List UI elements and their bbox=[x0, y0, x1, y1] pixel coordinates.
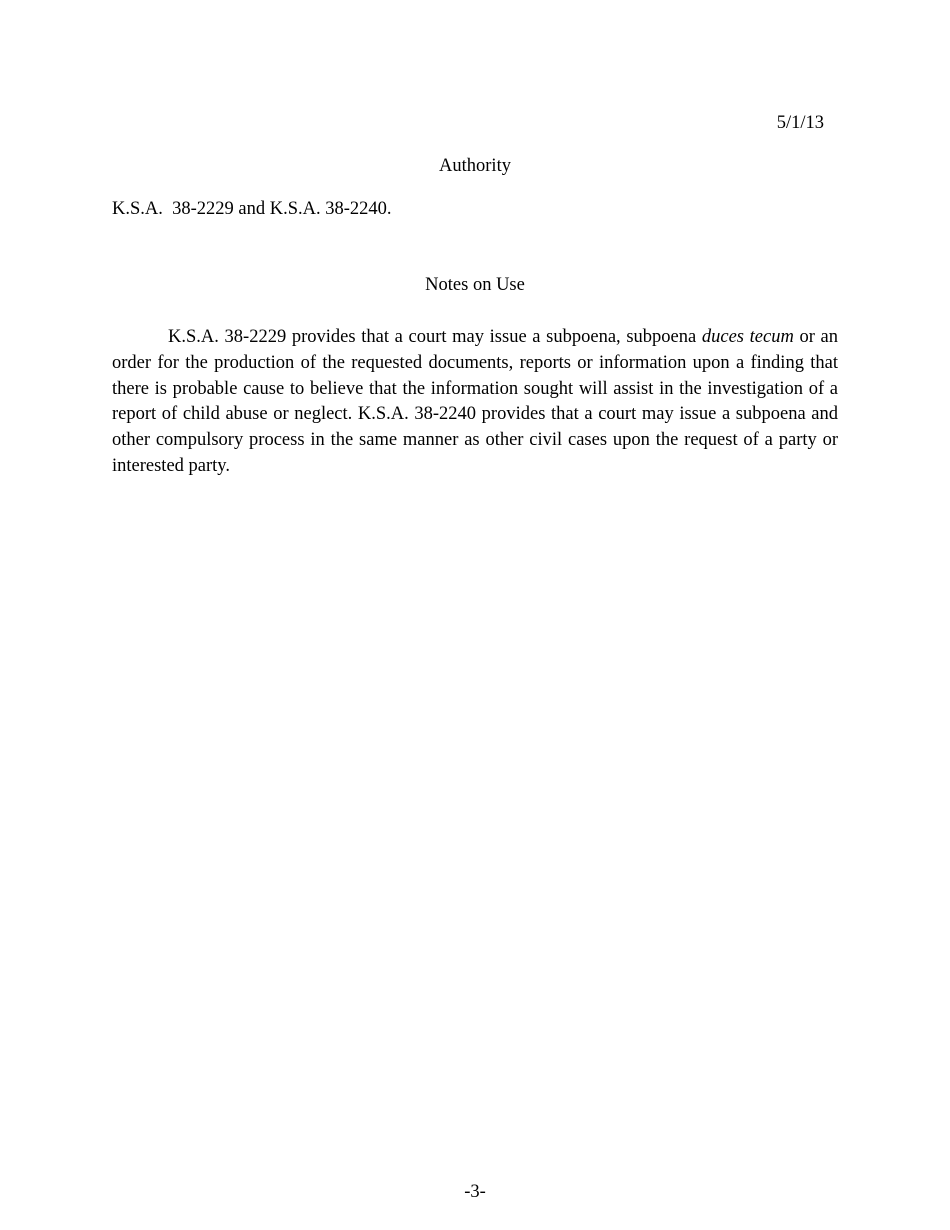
notes-on-use-heading: Notes on Use bbox=[425, 275, 525, 295]
authority-heading: Authority bbox=[439, 156, 511, 176]
authority-citation: K.S.A. 38-2229 and K.S.A. 38-2240. bbox=[112, 199, 392, 219]
page-number: -3- bbox=[464, 1182, 486, 1202]
notes-text-italic: duces tecum bbox=[701, 327, 794, 347]
notes-on-use-paragraph bbox=[112, 325, 838, 480]
revision-date: 5/1/13 bbox=[776, 113, 824, 133]
notes-text-part-1: K.S.A. 38-2229 provides that a court may issue a subpoena, subpoena bbox=[168, 327, 702, 347]
notes-text-part-2: or an order for the production of the requested documents, reports or information upon a finding that there is probable cause to believe that the information sought will assist in the investigation of a report of child abuse or neglect. K.S.A. 38-2240 provides that a court may issue a subpoena and other compulsory process in the same manner as other civil cases upon the request of a party or interested party. bbox=[112, 327, 838, 476]
